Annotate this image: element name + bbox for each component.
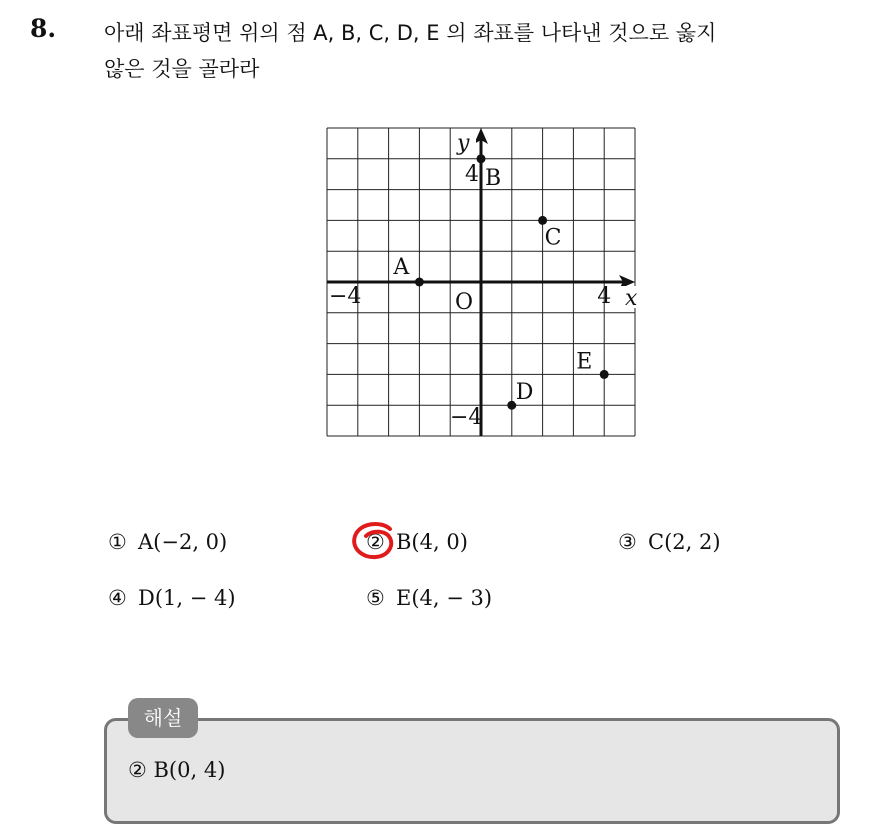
option-4[interactable] — [108, 586, 236, 610]
point-a — [415, 278, 424, 287]
point-label-a: A — [393, 255, 410, 280]
option-4-mark: ④ — [108, 586, 127, 610]
y-axis-label: y — [457, 131, 470, 156]
point-label-e: E — [576, 349, 593, 375]
option-1-mark: ① — [108, 530, 127, 554]
selection-circle — [350, 520, 406, 564]
axes — [327, 128, 635, 436]
point-label-c: C — [544, 225, 562, 251]
option-4-text: D(1, − 4) — [138, 586, 236, 610]
point-label-d: D — [515, 380, 534, 406]
x-tick-pos: 4 — [597, 284, 612, 309]
point-label-b: B — [485, 165, 502, 191]
y-tick-pos: 4 — [465, 161, 479, 187]
origin-label: O — [455, 290, 474, 315]
option-2-text: B(4, 0) — [396, 530, 468, 554]
option-1[interactable] — [108, 530, 227, 554]
x-tick-neg: −4 — [329, 284, 362, 309]
option-1-text: A(−2, 0) — [138, 530, 228, 554]
option-3-text: C(2, 2) — [648, 530, 721, 554]
point-b — [477, 154, 486, 163]
question-line-2: 않은 것을 골라라 — [104, 57, 260, 81]
option-3-mark: ③ — [618, 530, 637, 554]
option-5-mark: ⑤ — [366, 586, 385, 610]
option-5-text: E(4, − 3) — [396, 586, 493, 610]
question-number: 8. — [30, 14, 57, 43]
option-2[interactable] — [366, 530, 468, 554]
option-5[interactable] — [366, 586, 492, 610]
y-tick-neg: −4 — [450, 405, 483, 431]
question-line-1: 아래 좌표평면 위의 점 A, B, C, D, E 의 좌표를 나타낸 것으로 옳지 — [104, 21, 717, 45]
x-axis-label: x — [625, 286, 638, 311]
solution-text: ② B(0, 4) — [128, 758, 226, 782]
point-c — [538, 216, 547, 225]
point-e — [600, 370, 609, 379]
solution-tag: 해설 — [128, 698, 198, 738]
option-3[interactable] — [618, 530, 721, 554]
option-2-mark: ② — [366, 530, 385, 554]
